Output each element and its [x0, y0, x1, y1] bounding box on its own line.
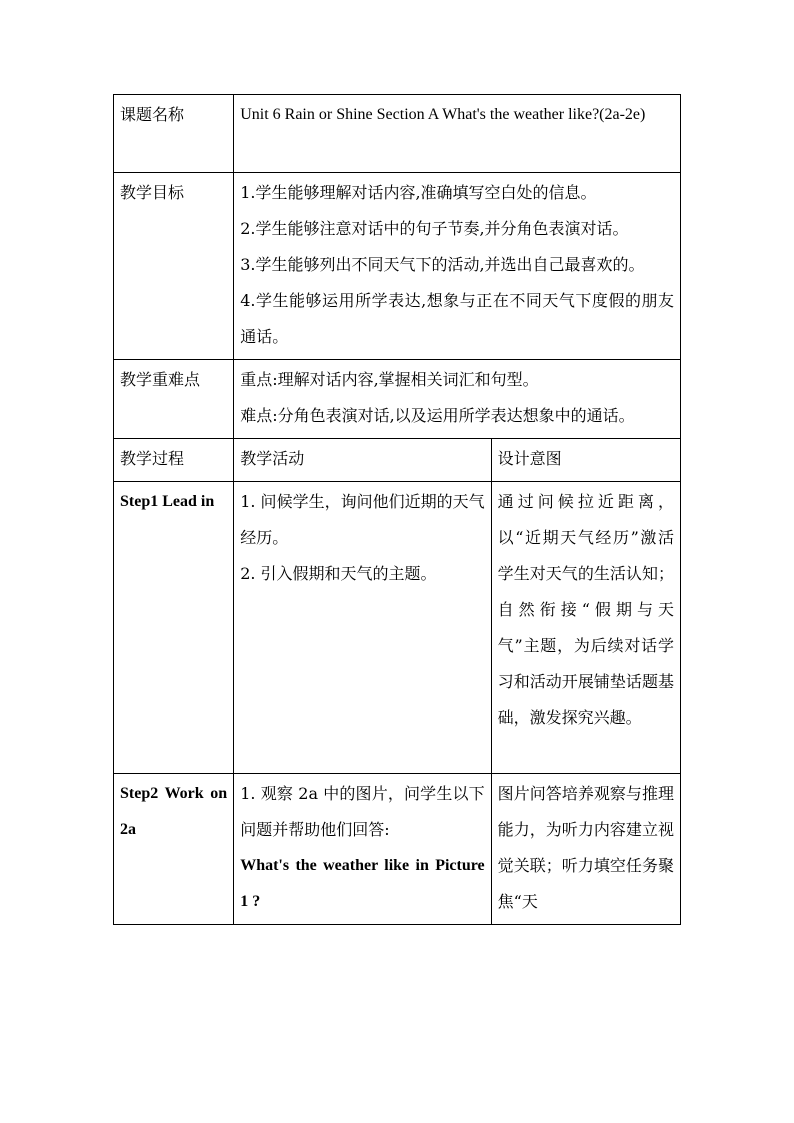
step-intent: 通过问候拉近距离，以“近期天气经历”激活学生对天气的生活认知；自然衔接“假期与天气”主题，为后续对话学习和活动开展铺垫话题基础，激发探究兴趣。 [491, 482, 680, 774]
objectives-label: 教学目标 [114, 173, 234, 360]
step-activities [234, 774, 491, 925]
step-row [114, 482, 681, 774]
step-name: Step2 Work on 2a [114, 774, 234, 925]
process-header-row [114, 439, 681, 482]
objectives-cell [234, 173, 681, 360]
key-points-row [114, 360, 681, 439]
objective-item-2: 2.学生能够注意对话中的句子节奏,并分角色表演对话。 [240, 219, 629, 238]
objective-item-1: 1.学生能够理解对话内容,准确填写空白处的信息。 [240, 183, 597, 202]
objective-item-4: 4.学生能够运用所学表达,想象与正在不同天气下度假的朋友通话。 [240, 291, 674, 346]
process-label: 教学过程 [114, 439, 234, 482]
activities-header: 教学活动 [234, 439, 491, 482]
lesson-plan-table [113, 94, 681, 925]
step-intent: 图片问答培养观察与推理能力，为听力内容建立视觉关联；听力填空任务聚焦“天 [491, 774, 680, 925]
key-difficulty: 难点:分角色表演对话,以及运用所学表达想象中的通话。 [240, 406, 635, 425]
activity-item: 1. 观察 2a 中的图片，问学生以下问题并帮助他们回答: [240, 784, 485, 839]
activity-question: What's the weather like in Picture 1 ? [240, 857, 485, 910]
step-activities [234, 482, 491, 774]
objectives-row [114, 173, 681, 360]
key-focus: 重点:理解对话内容,掌握相关词汇和句型。 [240, 370, 539, 389]
title-label: 课题名称 [114, 95, 234, 173]
intent-header: 设计意图 [491, 439, 680, 482]
activity-item: 1. 问候学生，询问他们近期的天气经历。 [240, 492, 485, 547]
title-row [114, 95, 681, 173]
step-row [114, 774, 681, 925]
objective-item-3: 3.学生能够列出不同天气下的活动,并选出自己最喜欢的。 [240, 255, 645, 274]
title-value: Unit 6 Rain or Shine Section A What's the weather like?(2a-2e) [234, 95, 681, 173]
key-points-cell [234, 360, 681, 439]
key-points-label: 教学重难点 [114, 360, 234, 439]
activity-item: 2. 引入假期和天气的主题。 [240, 564, 437, 583]
step-name: Step1 Lead in [114, 482, 234, 774]
